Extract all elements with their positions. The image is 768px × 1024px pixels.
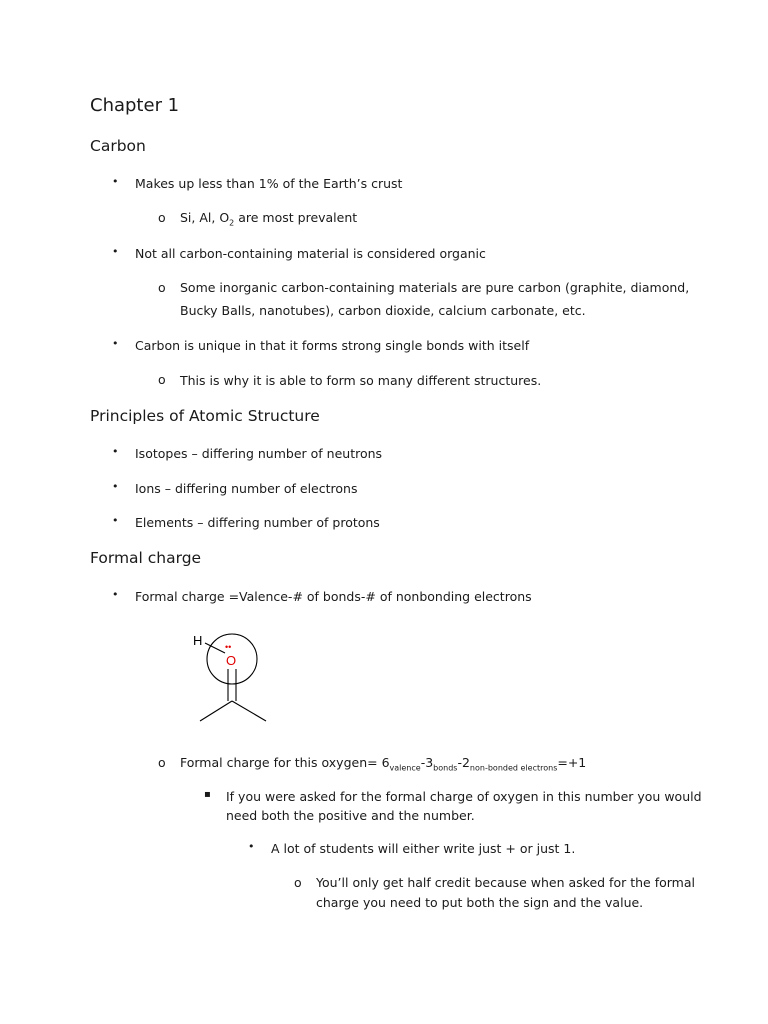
- bullet-marker: •: [248, 840, 255, 853]
- acetone-like-structure-diagram: [180, 625, 300, 735]
- list-item: Carbon is unique in that it forms strong single bonds with itself: [135, 338, 530, 353]
- sub-bullet-marker: o: [294, 875, 302, 890]
- note-line: need both the positive and the number.: [226, 808, 475, 823]
- oxygen-label: O: [226, 653, 237, 668]
- chapter-title: Chapter 1: [90, 95, 180, 116]
- bullet-marker: •: [112, 175, 119, 188]
- bullet-marker: •: [112, 445, 119, 458]
- list-item: Isotopes – differing number of neutrons: [135, 446, 383, 461]
- bullet-marker: •: [112, 337, 119, 350]
- note-line: charge you need to put both the sign and the value.: [316, 895, 644, 910]
- left-bond: [200, 701, 232, 721]
- section-heading-carbon: Carbon: [90, 137, 146, 155]
- sub-bullet-marker: o: [158, 280, 166, 295]
- list-item: Ions – differing number of electrons: [135, 481, 358, 496]
- formal-charge-calculation: Formal charge for this oxygen= $6_{valence}-3_{bonds}-2_{non-bonded electrons}=+1$: [180, 755, 587, 773]
- sub-list-item-line: Bucky Balls, nanotubes), carbon dioxide, calcium carbonate, etc.: [180, 303, 586, 318]
- note-line: If you were asked for the formal charge of oxygen in this number you would: [226, 789, 702, 804]
- hydrogen-label: H: [193, 633, 203, 648]
- sub-list-item: Si, Al, $O_2$ are most prevalent: [180, 210, 358, 228]
- section-heading-formal-charge: Formal charge: [90, 549, 202, 567]
- bullet-marker: •: [112, 245, 119, 258]
- list-item: Elements – differing number of protons: [135, 515, 380, 530]
- sub-list-item-line: Some inorganic carbon-containing materials are pure carbon (graphite, diamond,: [180, 280, 690, 295]
- list-item: Not all carbon-containing material is considered organic: [135, 246, 486, 261]
- sub-bullet-marker: o: [158, 210, 166, 225]
- square-bullet-marker: ▪: [204, 789, 211, 800]
- section-heading-atomic-structure: Principles of Atomic Structure: [90, 407, 320, 425]
- sub-bullet-marker: o: [158, 755, 166, 770]
- bullet-marker: •: [112, 588, 119, 601]
- sub-bullet-marker: o: [158, 372, 166, 387]
- right-bond: [232, 701, 266, 721]
- list-item: A lot of students will either write just + or just 1.: [271, 841, 576, 856]
- bullet-marker: •: [112, 480, 119, 493]
- sub-list-item: This is why it is able to form so many different structures.: [180, 373, 542, 388]
- note-line: You’ll only get half credit because when asked for the formal: [316, 875, 695, 890]
- list-item: Makes up less than 1% of the Earth’s crust: [135, 176, 403, 191]
- list-item: Formal charge =Valence-# of bonds-# of nonbonding electrons: [135, 589, 532, 604]
- bullet-marker: •: [112, 514, 119, 527]
- lone-pair-dots: ••: [225, 642, 232, 652]
